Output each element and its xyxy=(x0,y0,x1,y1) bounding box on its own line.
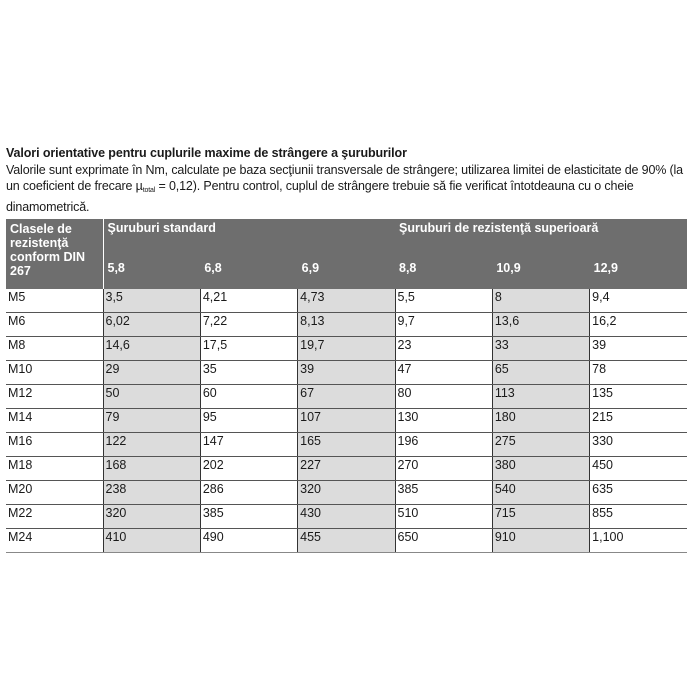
value-cell: 29 xyxy=(103,361,200,385)
table-row xyxy=(6,529,687,553)
size-cell: M5 xyxy=(6,289,103,313)
value-cell: 540 xyxy=(492,481,589,505)
value-cell: 50 xyxy=(103,385,200,409)
value-cell: 3,5 xyxy=(103,289,200,313)
value-cell: 23 xyxy=(395,337,492,361)
value-cell: 135 xyxy=(590,385,687,409)
table-row xyxy=(6,289,687,313)
size-cell: M24 xyxy=(6,529,103,553)
value-cell: 1,100 xyxy=(590,529,687,553)
value-cell: 165 xyxy=(298,433,395,457)
value-cell: 7,22 xyxy=(200,313,297,337)
value-cell: 380 xyxy=(492,457,589,481)
value-cell: 80 xyxy=(395,385,492,409)
value-cell: 715 xyxy=(492,505,589,529)
value-cell: 95 xyxy=(200,409,297,433)
intro-paragraph xyxy=(6,162,687,215)
intro-subscript: total xyxy=(142,187,156,194)
page-title: Valori orientative pentru cuplurile maxime de strângere a şuruburilor xyxy=(6,146,407,160)
value-cell: 430 xyxy=(298,505,395,529)
corner-header: Clasele de rezistenţă conform DIN 267 xyxy=(6,219,103,289)
value-cell: 330 xyxy=(590,433,687,457)
size-cell: M18 xyxy=(6,457,103,481)
table-row xyxy=(6,385,687,409)
table-row xyxy=(6,433,687,457)
value-cell: 215 xyxy=(590,409,687,433)
value-cell: 35 xyxy=(200,361,297,385)
group-header-superior: Şuruburi de rezistenţă superioară xyxy=(395,219,687,253)
table-row xyxy=(6,361,687,385)
table-row xyxy=(6,337,687,361)
value-cell: 4,21 xyxy=(200,289,297,313)
value-cell: 385 xyxy=(395,481,492,505)
value-cell: 320 xyxy=(298,481,395,505)
value-cell: 490 xyxy=(200,529,297,553)
intro-text-1: Valorile sunt exprimate în Nm, calculate pe baza secţiunii transversale de strângere; utilizarea limitei de elasticitate de 90% (la un coeficient de frecare µ xyxy=(6,163,683,193)
table-body xyxy=(6,289,687,553)
class-header: 8,8 xyxy=(395,253,492,289)
value-cell: 180 xyxy=(492,409,589,433)
value-cell: 385 xyxy=(200,505,297,529)
value-cell: 19,7 xyxy=(298,337,395,361)
size-cell: M22 xyxy=(6,505,103,529)
group-header-standard: Şuruburi standard xyxy=(103,219,395,253)
value-cell: 8,13 xyxy=(298,313,395,337)
value-cell: 855 xyxy=(590,505,687,529)
class-header: 6,9 xyxy=(298,253,395,289)
value-cell: 510 xyxy=(395,505,492,529)
class-header: 6,8 xyxy=(200,253,297,289)
value-cell: 275 xyxy=(492,433,589,457)
value-cell: 6,02 xyxy=(103,313,200,337)
size-cell: M6 xyxy=(6,313,103,337)
size-cell: M8 xyxy=(6,337,103,361)
size-cell: M20 xyxy=(6,481,103,505)
value-cell: 455 xyxy=(298,529,395,553)
table-header-row-groups xyxy=(6,219,687,253)
size-cell: M16 xyxy=(6,433,103,457)
intro-text-2: = 0,12). Pentru control, cuplul de strângere trebuie să fie verificat întotdeauna cu o cheie dinamometrică. xyxy=(6,179,634,214)
value-cell: 17,5 xyxy=(200,337,297,361)
value-cell: 14,6 xyxy=(103,337,200,361)
value-cell: 65 xyxy=(492,361,589,385)
class-header: 12,9 xyxy=(590,253,687,289)
table-header-row-classes xyxy=(6,253,687,289)
value-cell: 910 xyxy=(492,529,589,553)
value-cell: 286 xyxy=(200,481,297,505)
value-cell: 650 xyxy=(395,529,492,553)
value-cell: 47 xyxy=(395,361,492,385)
table-row xyxy=(6,505,687,529)
value-cell: 9,7 xyxy=(395,313,492,337)
value-cell: 8 xyxy=(492,289,589,313)
size-cell: M10 xyxy=(6,361,103,385)
size-cell: M12 xyxy=(6,385,103,409)
value-cell: 238 xyxy=(103,481,200,505)
value-cell: 270 xyxy=(395,457,492,481)
class-header: 10,9 xyxy=(492,253,589,289)
table-row xyxy=(6,313,687,337)
class-header: 5,8 xyxy=(103,253,200,289)
value-cell: 16,2 xyxy=(590,313,687,337)
value-cell: 107 xyxy=(298,409,395,433)
value-cell: 122 xyxy=(103,433,200,457)
value-cell: 113 xyxy=(492,385,589,409)
value-cell: 450 xyxy=(590,457,687,481)
value-cell: 9,4 xyxy=(590,289,687,313)
value-cell: 202 xyxy=(200,457,297,481)
value-cell: 196 xyxy=(395,433,492,457)
value-cell: 130 xyxy=(395,409,492,433)
value-cell: 168 xyxy=(103,457,200,481)
table-row xyxy=(6,481,687,505)
value-cell: 39 xyxy=(590,337,687,361)
value-cell: 78 xyxy=(590,361,687,385)
value-cell: 13,6 xyxy=(492,313,589,337)
value-cell: 227 xyxy=(298,457,395,481)
value-cell: 147 xyxy=(200,433,297,457)
torque-table xyxy=(6,219,687,553)
value-cell: 635 xyxy=(590,481,687,505)
table-row xyxy=(6,409,687,433)
value-cell: 33 xyxy=(492,337,589,361)
table-row xyxy=(6,457,687,481)
value-cell: 67 xyxy=(298,385,395,409)
value-cell: 79 xyxy=(103,409,200,433)
value-cell: 39 xyxy=(298,361,395,385)
value-cell: 5,5 xyxy=(395,289,492,313)
value-cell: 60 xyxy=(200,385,297,409)
value-cell: 410 xyxy=(103,529,200,553)
value-cell: 320 xyxy=(103,505,200,529)
document xyxy=(6,146,687,553)
size-cell: M14 xyxy=(6,409,103,433)
value-cell: 4,73 xyxy=(298,289,395,313)
